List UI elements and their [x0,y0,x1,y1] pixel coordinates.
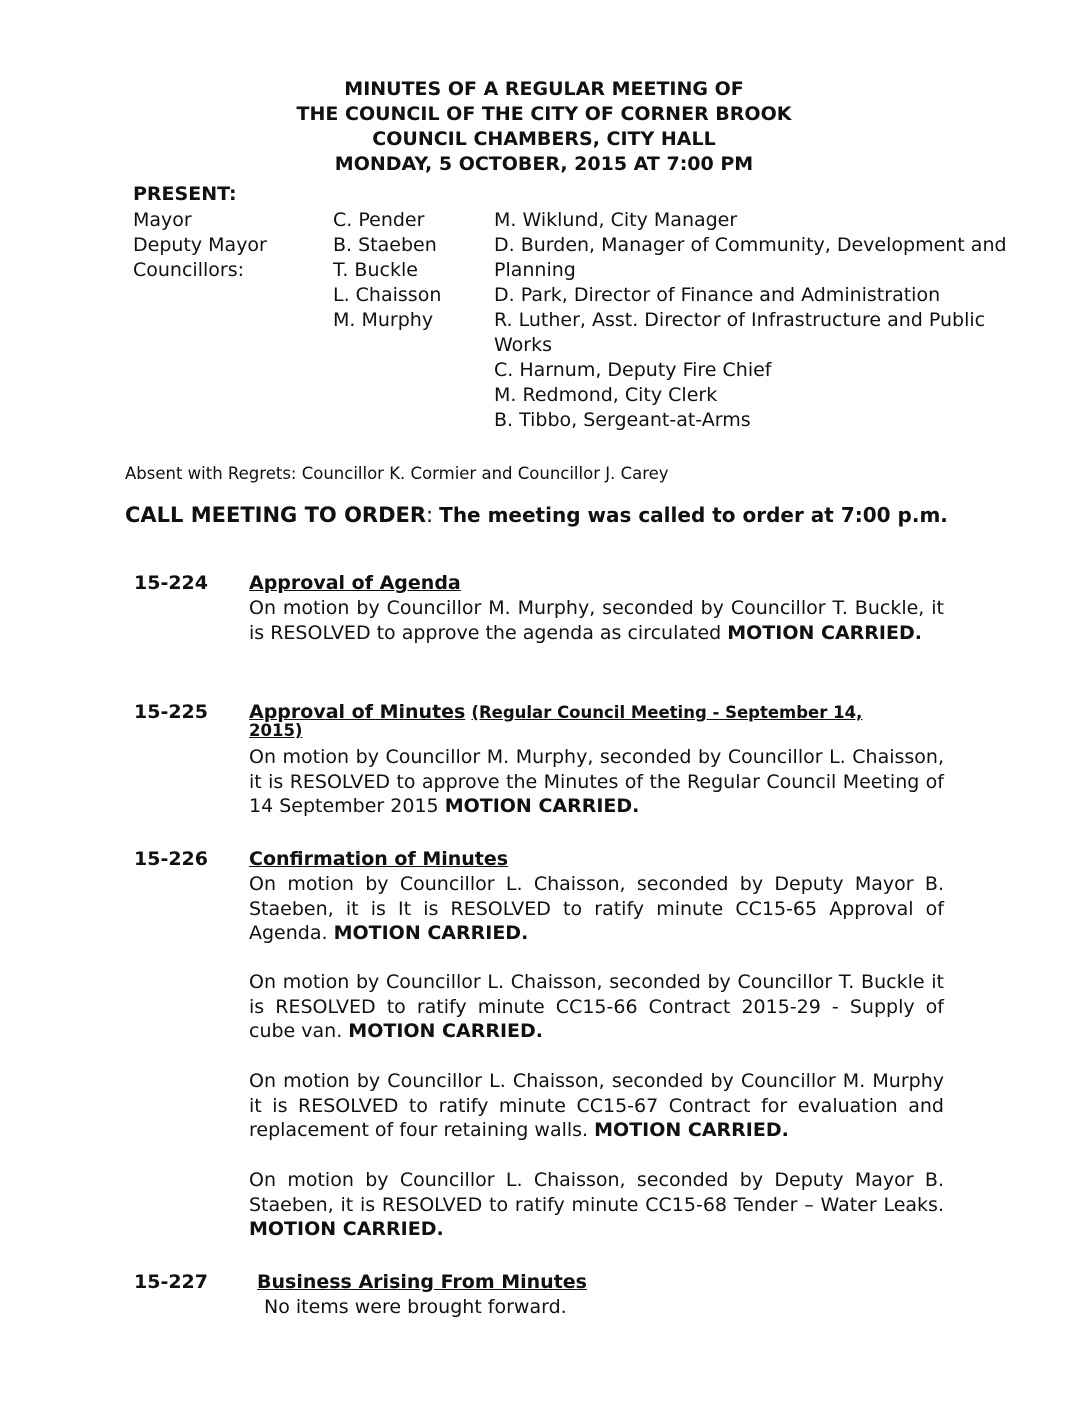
motion-carried: MOTION CARRIED. [594,1119,789,1141]
call-to-order-label: CALL MEETING TO ORDER [125,503,427,527]
present-heading: PRESENT: [133,183,237,205]
header-line-3: COUNCIL CHAMBERS, CITY HALL [372,128,716,150]
item-paragraph [249,970,944,1044]
absent-note: Absent with Regrets: Councillor K. Cormier and Councillor J. Carey [125,464,669,483]
item-number: 15-224 [134,572,208,594]
header-line-4: MONDAY, 5 OCTOBER, 2015 AT 7:00 PM [334,153,754,175]
staff-line: D. Burden, Manager of Community, Development and [494,234,1007,256]
staff-line: C. Harnum, Deputy Fire Chief [494,359,772,381]
staff-line: R. Luther, Asst. Director of Infrastructure and Public [494,309,986,331]
paragraph-text: On motion by Councillor L. Chaisson, seconded by Councillor T. Buckle it is RESOLVED to ratify minute CC15-66 Contract 2015-29 - Supply of cube van. [249,971,944,1042]
staff-line: Planning [494,259,576,281]
paragraph-text: On motion by Councillor M. Murphy, seconded by Councillor L. Chaisson, it is RESOLVED to approve the Minutes of the Regular Council Meeting of 14 September 2015 [249,746,944,817]
present-name: M. Murphy [333,309,434,331]
item-paragraph: No items were brought forward. [264,1296,567,1318]
item-paragraph [249,872,944,946]
item-title: Confirmation of Minutes [249,848,509,870]
item-title: Business Arising From Minutes [257,1271,587,1293]
item-title-detail: (Regular Council Meeting - September 14, [471,703,863,722]
item-number: 15-227 [134,1271,208,1293]
item-paragraph [249,1069,944,1143]
present-title: Deputy Mayor [133,234,267,256]
header-line-1: MINUTES OF A REGULAR MEETING OF [344,78,744,100]
motion-carried: MOTION CARRIED. [444,795,640,817]
item-title-detail-cont: 2015) [249,721,303,740]
motion-carried: MOTION CARRIED. [727,621,922,644]
motion-carried: MOTION CARRIED. [348,1020,544,1042]
paragraph-text: On motion by Councillor L. Chaisson, seconded by Deputy Mayor B. Staeben, it is RESOLVED to ratify minute CC15-68 Tender – Water Leaks. [249,1169,944,1216]
item-paragraph [249,596,944,645]
staff-line: Works [494,334,553,356]
item-paragraph [249,1168,944,1242]
staff-line: D. Park, Director of Finance and Administration [494,284,941,306]
present-name: L. Chaisson [333,284,442,306]
staff-line: M. Redmond, City Clerk [494,384,718,406]
call-to-order-text: The meeting was called to order at 7:00 p.m. [439,503,948,527]
present-titles [133,208,267,283]
call-to-order-colon: : [426,503,434,527]
item-title-line [249,701,862,723]
present-names [333,208,441,333]
item-number: 15-225 [134,701,208,723]
present-name: B. Staeben [333,234,437,256]
paragraph-text: On motion by Councillor L. Chaisson, seconded by Councillor M. Murphy it is RESOLVED to ratify minute CC15-67 Contract for evaluation and replacement of four retaining walls. [249,1070,944,1141]
paragraph-text: On motion by Councillor L. Chaisson, seconded by Deputy Mayor B. Staeben, it is It is RESOLVED to ratify minute CC15-65 Approval of Agenda. [249,873,944,944]
present-name: C. Pender [333,209,425,231]
present-title: Councillors: [133,259,244,281]
present-title: Mayor [133,209,192,231]
call-to-order [125,503,948,527]
present-staff [494,208,1007,433]
item-number: 15-226 [134,848,208,870]
item-title: Approval of Agenda [249,572,461,594]
staff-line: B. Tibbo, Sergeant-at-Arms [494,409,751,431]
motion-carried: MOTION CARRIED. [249,1218,444,1240]
item-paragraph [249,745,944,819]
present-name: T. Buckle [333,259,418,281]
header-line-2: THE COUNCIL OF THE CITY OF CORNER BROOK [296,103,792,125]
item-title: Approval of Minutes [249,701,466,723]
paragraph-text: On motion by Councillor M. Murphy, seconded by Councillor T. Buckle, it is RESOLVED to approve the agenda as circulated [249,597,944,644]
staff-line: M. Wiklund, City Manager [494,209,738,231]
motion-carried: MOTION CARRIED. [333,922,529,944]
